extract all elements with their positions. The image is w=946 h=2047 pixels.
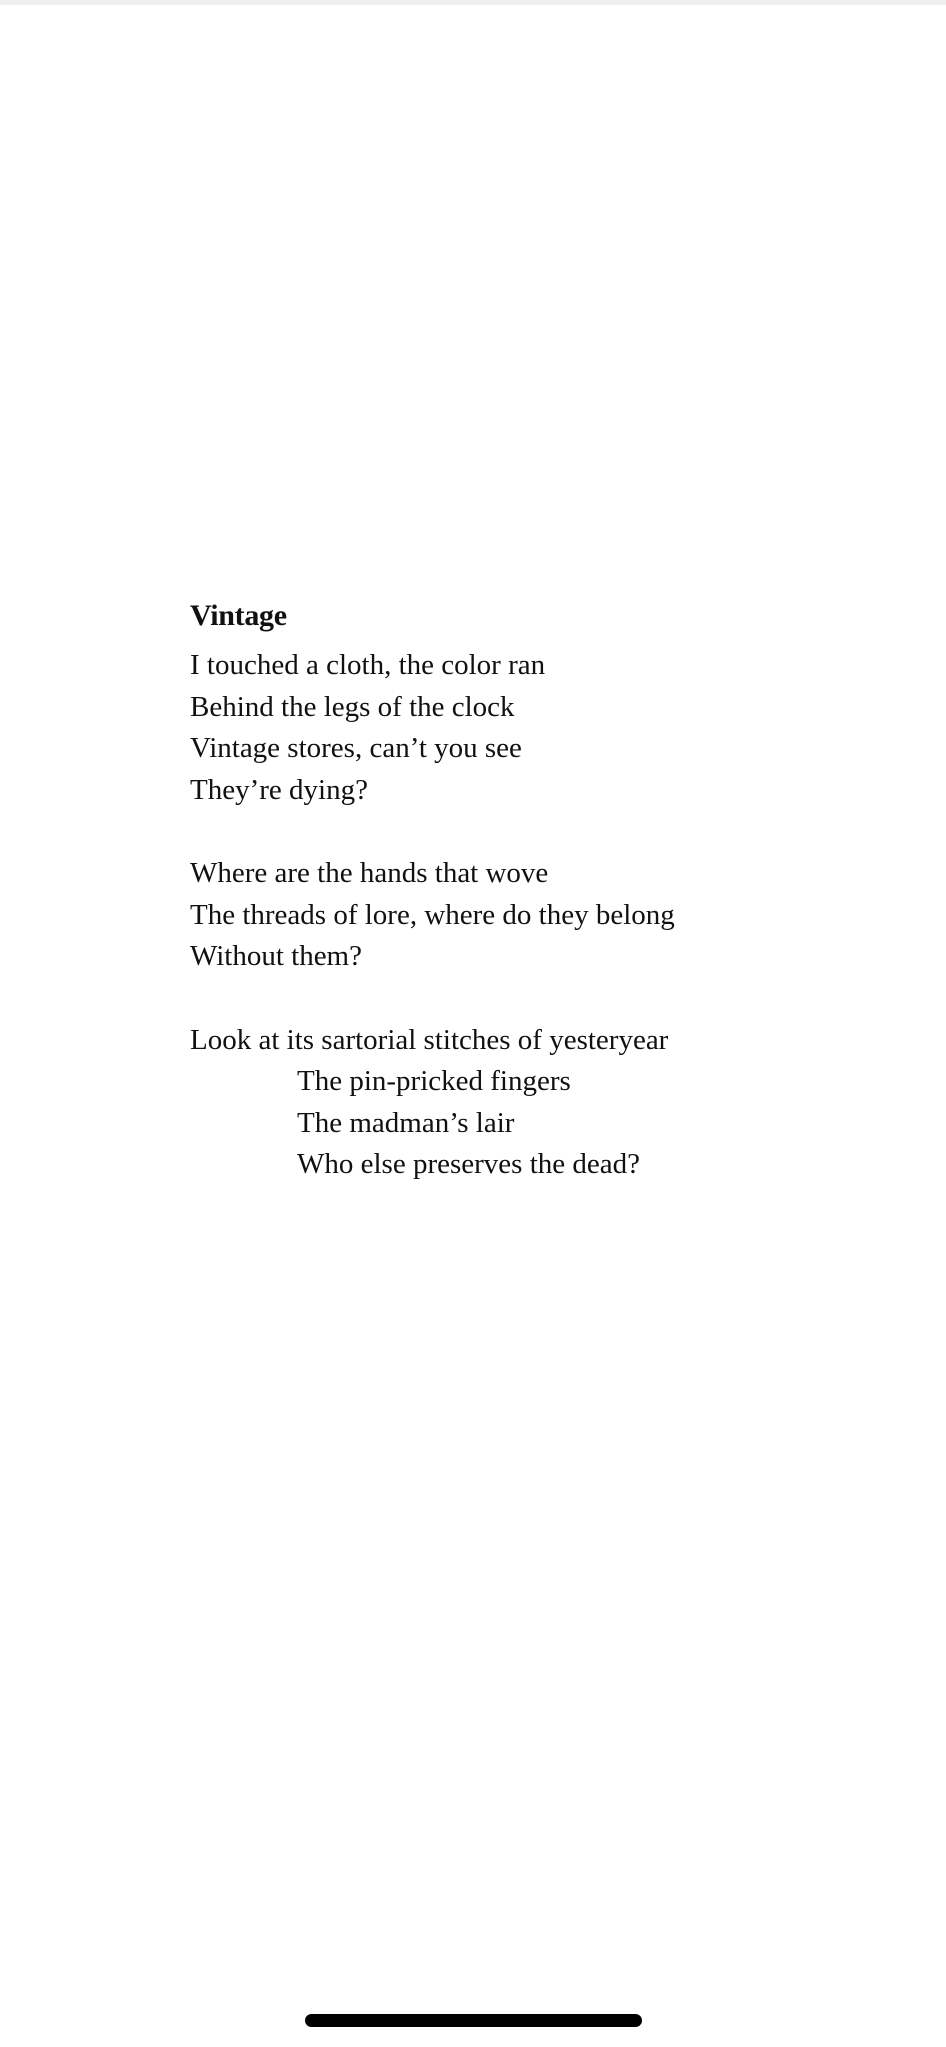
home-indicator[interactable] (305, 2014, 642, 2027)
poem-line: Behind the legs of the clock (190, 690, 515, 723)
stanza-1 (190, 645, 890, 811)
poem-line: Where are the hands that wove (190, 857, 549, 889)
poem-line: The threads of lore, where do they belong (190, 898, 675, 931)
poem-line: They’re dying? (190, 773, 368, 806)
stanza-3 (190, 1020, 890, 1186)
poem-line-indented: The madman’s lair (297, 1106, 515, 1139)
top-edge-strip (0, 0, 946, 5)
poem-title: Vintage (190, 599, 287, 632)
stanza-2 (190, 853, 890, 978)
poem-line: Look at its sartorial stitches of yesteryear (190, 1023, 669, 1056)
poem-line: Vintage stores, can’t you see (190, 732, 522, 764)
poem-line: I touched a cloth, the color ran (190, 649, 546, 681)
poem-line-indented: Who else preserves the dead? (297, 1148, 641, 1180)
poem-line-indented: The pin-pricked fingers (297, 1065, 571, 1097)
poem-line: Without them? (190, 940, 362, 972)
poem (190, 595, 890, 1186)
